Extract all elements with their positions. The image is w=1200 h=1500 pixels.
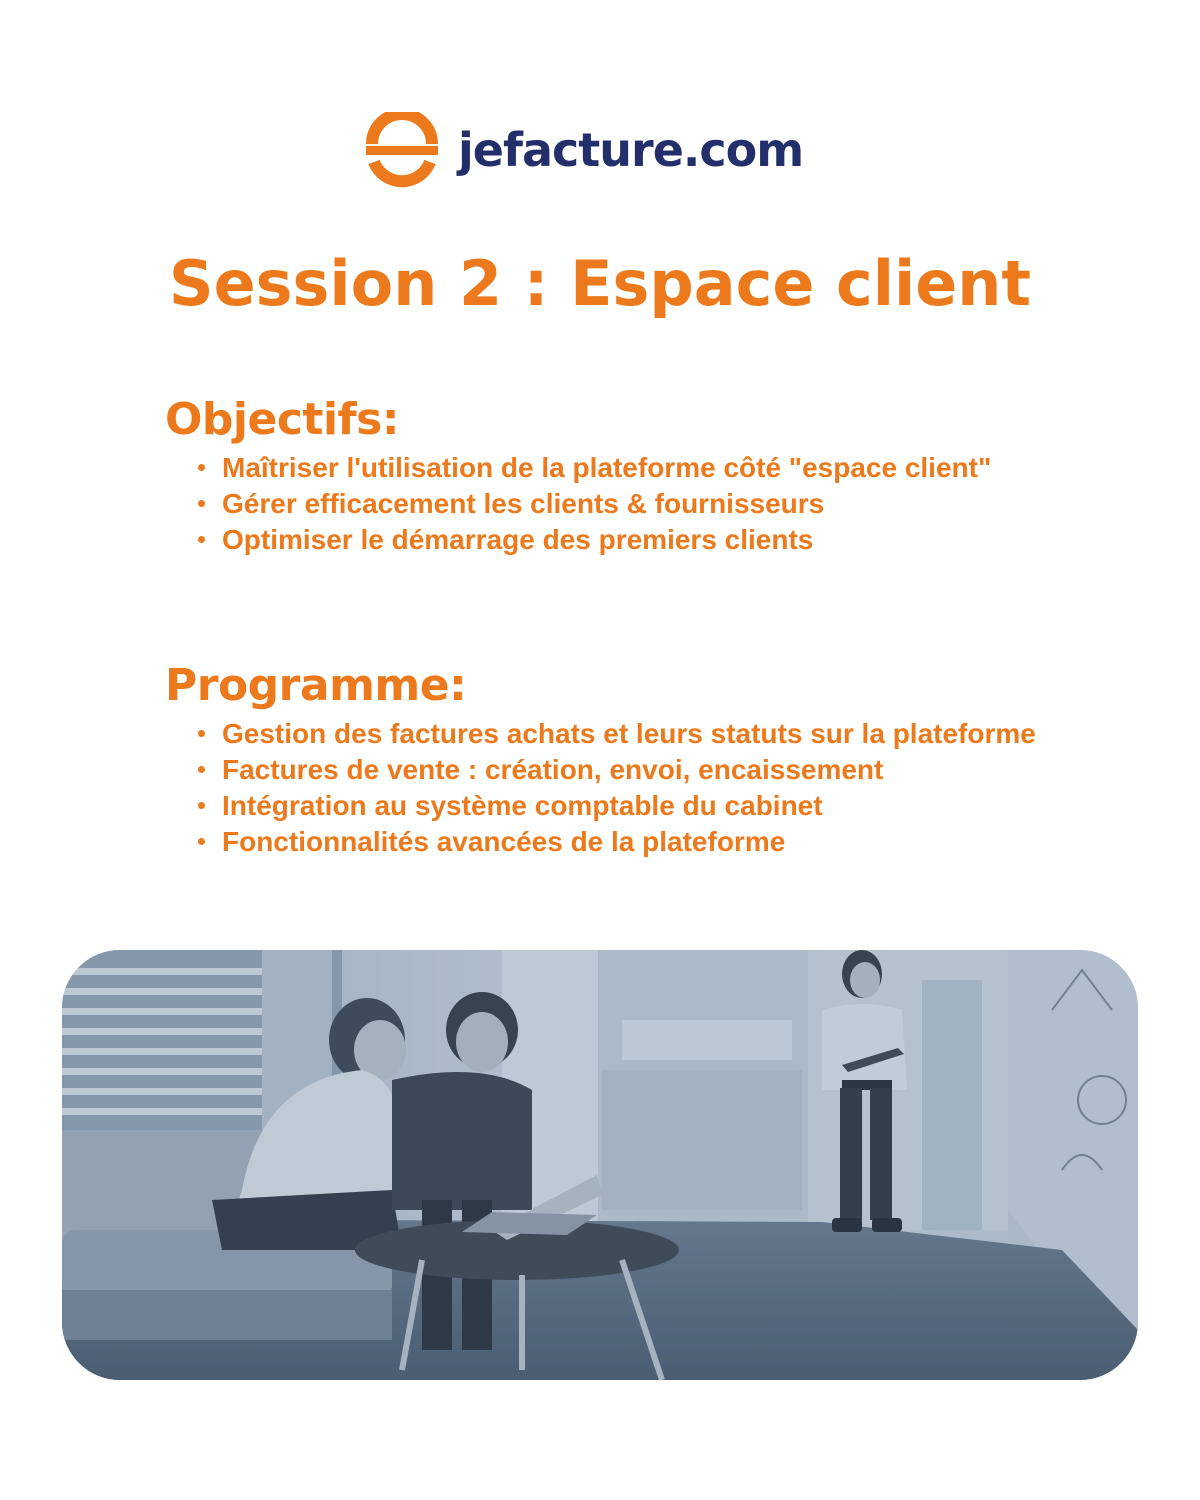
programme-list bbox=[196, 716, 1056, 860]
programme-item bbox=[196, 788, 1056, 824]
objectif-item bbox=[196, 486, 1056, 522]
objectif-item bbox=[196, 522, 1056, 558]
bullet-dot-icon bbox=[198, 464, 205, 471]
programme-item-text: Gestion des factures achats et leurs statuts sur la plateforme bbox=[222, 718, 1036, 749]
office-photo bbox=[62, 950, 1138, 1380]
objectif-item-text: Gérer efficacement les clients & fournisseurs bbox=[222, 488, 825, 519]
objectifs-list bbox=[196, 450, 1056, 558]
programme-item-text: Factures de vente : création, envoi, encaissement bbox=[222, 754, 884, 785]
programme-item bbox=[196, 716, 1056, 752]
objectif-item-text: Maîtriser l'utilisation de la plateforme côté "espace client" bbox=[222, 452, 992, 483]
page-title: Session 2 : Espace client bbox=[168, 247, 1032, 320]
bullet-dot-icon bbox=[198, 802, 205, 809]
bullet-dot-icon bbox=[198, 500, 205, 507]
bullet-dot-icon bbox=[198, 766, 205, 773]
brand-name: jefacture.com bbox=[458, 123, 804, 177]
programme-item-text: Fonctionnalités avancées de la plateforme bbox=[222, 826, 786, 857]
bullet-dot-icon bbox=[198, 536, 205, 543]
objectifs-heading: Objectifs: bbox=[165, 394, 399, 445]
programme-item bbox=[196, 824, 1056, 860]
office-photo-illustration bbox=[62, 950, 1138, 1380]
brand-logo bbox=[366, 112, 803, 188]
programme-heading: Programme: bbox=[165, 660, 467, 711]
objectif-item bbox=[196, 450, 1056, 486]
programme-item bbox=[196, 752, 1056, 788]
bullet-dot-icon bbox=[198, 838, 205, 845]
bullet-dot-icon bbox=[198, 730, 205, 737]
programme-item-text: Intégration au système comptable du cabinet bbox=[222, 790, 823, 821]
objectif-item-text: Optimiser le démarrage des premiers clients bbox=[222, 524, 814, 555]
jefacture-logo-icon bbox=[366, 112, 438, 188]
